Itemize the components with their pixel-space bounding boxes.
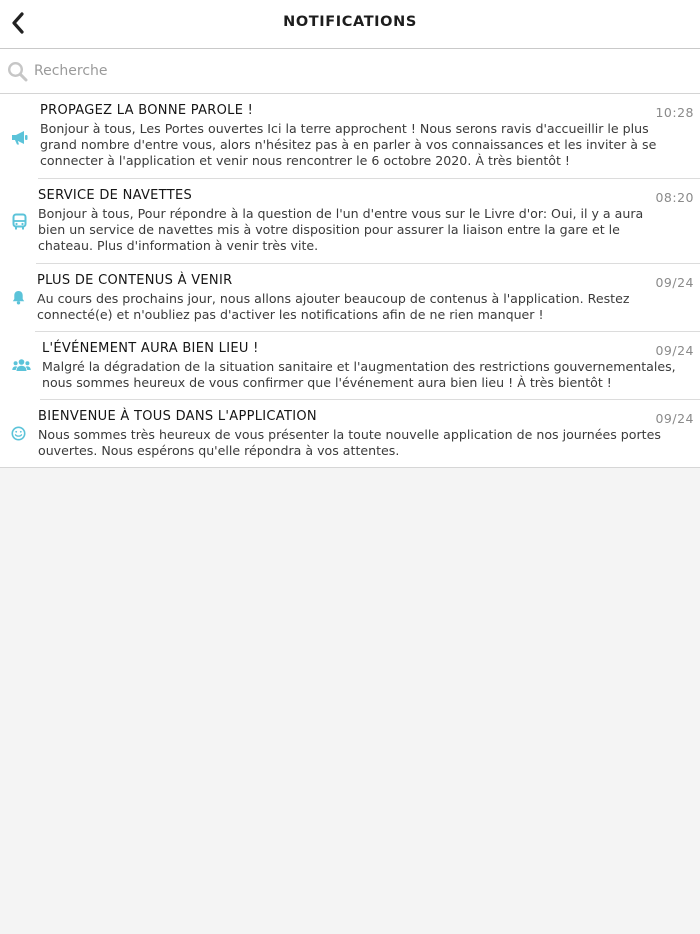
notification-item[interactable] xyxy=(0,94,700,178)
notification-body: Malgré la dégradation de la situation sanitaire et l'augmentation des restrictions gouvernementales, nous sommes heureux de vous confirmer que l'événement aura bien lieu ! À très bientôt ! xyxy=(42,359,676,391)
search-icon xyxy=(7,61,28,82)
search-bar xyxy=(0,49,700,94)
notification-title: SERVICE DE NAVETTES xyxy=(38,188,193,203)
notification-item[interactable] xyxy=(0,264,700,331)
notification-item[interactable] xyxy=(0,332,700,399)
notification-title: PROPAGEZ LA BONNE PAROLE ! xyxy=(40,103,254,118)
megaphone-icon xyxy=(9,127,29,147)
top-bar xyxy=(0,0,700,49)
bell-icon xyxy=(8,287,28,307)
notification-item[interactable] xyxy=(0,400,700,467)
search-input[interactable] xyxy=(34,58,674,84)
notification-body: Bonjour à tous, Les Portes ouvertes Ici la terre approchent ! Nous serons ravis d'accueillir le plus grand nombre d'entre vous, alors n'hésitez pas à en parler à vos connaissances et les inviter à se connecter à l'application et venir nous rencontrer le 6 octobre 2020. À très bientôt ! xyxy=(40,121,657,169)
notification-time: 09/24 xyxy=(655,275,694,290)
notification-item[interactable] xyxy=(0,179,700,263)
notification-time: 10:28 xyxy=(655,105,694,120)
notification-title: BIENVENUE À TOUS DANS L'APPLICATION xyxy=(38,409,317,424)
smiley-icon xyxy=(8,423,28,443)
notification-time: 08:20 xyxy=(655,190,694,205)
notification-body: Nous sommes très heureux de vous présenter la toute nouvelle application de nos journées portes ouvertes. Nous espérons qu'elle répondra à vos attentes. xyxy=(38,427,661,459)
notification-title: PLUS DE CONTENUS À VENIR xyxy=(37,273,233,288)
bus-icon xyxy=(9,211,29,231)
notification-title: L'ÉVÉNEMENT AURA BIEN LIEU ! xyxy=(42,341,259,356)
notification-time: 09/24 xyxy=(655,411,694,426)
notification-body: Au cours des prochains jour, nous allons ajouter beaucoup de contenus à l'application. Restez connecté(e) et n'oubliez pas d'activer les notifications afin de ne rien manquer ! xyxy=(37,291,630,323)
notification-body: Bonjour à tous, Pour répondre à la question de l'un d'entre vous sur le Livre d'or: Oui, il y a aura bien un service de navettes mis à votre disposition pour assurer la liaison entre la gare et le chateau. Plus d'information à venir très vite. xyxy=(38,206,644,254)
page-title: NOTIFICATIONS xyxy=(283,14,417,30)
notification-time: 09/24 xyxy=(655,343,694,358)
users-icon xyxy=(11,355,31,375)
notification-list xyxy=(0,94,700,468)
